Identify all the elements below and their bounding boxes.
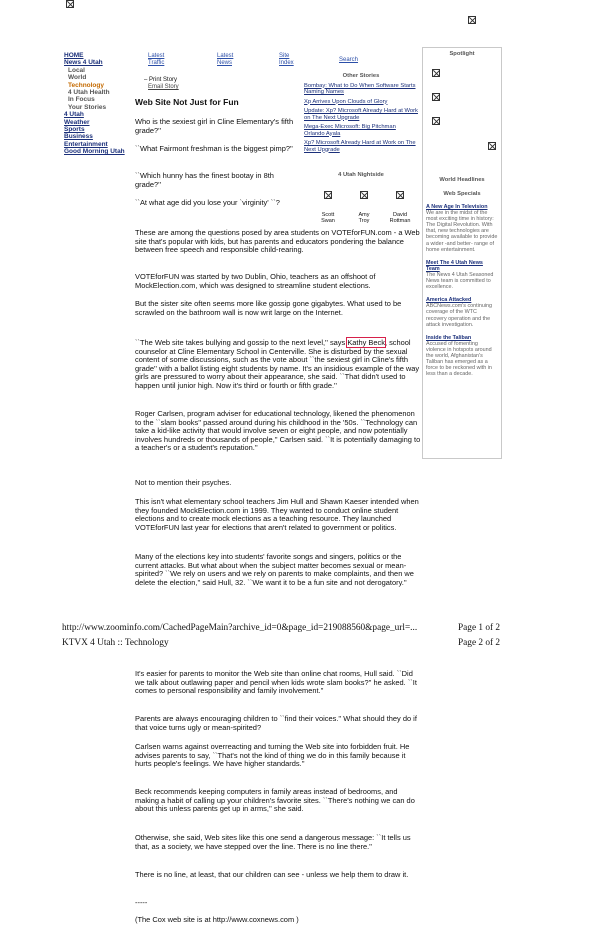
left-nav-item[interactable]: In Focus [68,96,95,104]
article-paragraph: This isn't what elementary school teachers Jim Hull and Shawn Kaeser intended when they founded MockElection.com in 1999. They wanted to conduct online student elections and to create mock elections as a teaching resource. They launched VOTEforFUN last year for elections that aren't related to government or politics. [135,497,419,532]
nightside-person[interactable] [313,191,343,224]
nav-label: Site [279,53,290,59]
article-body [135,498,421,532]
left-nav-item[interactable]: Weather [64,118,90,126]
left-nav-item[interactable]: Technology [68,81,104,89]
text-span: ``The Web site takes bullying and gossip to the next level,'' says [135,338,348,347]
article-paragraph: ----- [135,898,148,907]
article-paragraph: Carlsen warns against overreacting and turning the Web site into forbidden fruit. He advises parents to say, ``That's not the kind of thing we do in this family because it hurts people's feelings. We have higher standards.'' [135,742,410,769]
article-paragraph: These are among the questions posed by area students on VOTEforFUN.com - a Web site that's popular with kids, but has parents and educators pondering the balance between free speech and responsible child-rearing. [135,228,420,255]
broken-image-icon [324,191,332,199]
person-name: David [392,212,408,218]
web-special-desc: ABCNews.com's continuing coverage of the WTC recovery operation and the attack investigation. [426,303,493,328]
article-body [135,300,421,317]
left-nav-item[interactable]: World [68,74,87,82]
broken-image-icon [360,191,368,199]
nav-site-index[interactable] [279,53,294,66]
other-story-link[interactable]: Bombay: What to Do When Software Starts Naming Names [304,82,416,95]
article-body [135,871,421,880]
article-paragraph: Parents are always encouraging children to ``find their voices.'' What should they do if that voice turns ugly or mean-spirited? [135,714,417,732]
other-stories [304,73,418,156]
article-paragraph: Otherwise, she said, Web sites like this one send a dangerous message: ``It tells us that, as a society, we have stepped over the line. There is no line there.'' [135,833,411,851]
broken-image-icon [432,69,440,77]
article-paragraph: ``What Fairmont freshman is the biggest pimp?'' [135,144,293,153]
web-specials-header: Web Specials [443,191,481,197]
dash-icon: – [144,77,150,83]
web-special-item [426,297,498,327]
article-paragraph: But the sister site often seems more like gossip gone gigabytes. What used to be scrawled on the bathroom wall is now writ large on the Internet. [135,299,402,317]
other-story-link[interactable]: Update: Xp? Microsoft Already Hard at Work on The Next Upgrade [304,108,418,121]
article-paragraph: ``Which hunny has the finest bootay in 8th grade?'' [135,171,274,189]
nightside-header: 4 Utah Nightside [338,172,384,178]
nav-latest-traffic[interactable] [148,53,164,66]
nightside-person[interactable] [349,191,379,224]
person-name: Amy [358,212,370,218]
article-paragraph: (The Cox web site is at http://www.coxnews.com ) [135,915,299,924]
web-special-desc: Accused of fomenting violence in hotspots around the world, Afghanistan's Taliban has emerged as a force to be reckoned with in less than a decade. [426,340,492,378]
left-nav-item[interactable]: Sports [64,126,85,134]
broken-image-icon [432,117,440,125]
article-body [135,743,421,769]
web-specials-list [426,204,498,384]
web-special-item [426,204,498,253]
highlighted-name: Kathy Beck [347,338,385,347]
article-body [135,273,421,290]
article-paragraph: Many of the elections key into students' favorite songs and singers, politics or the current attacks. But what about when the subject matter becomes sexual or mean-spirited? ``We rely on users and we rely on parents to make complaints, and then we delete the election,'' said Hull, 32. ``We want it to be a fun site and not derogatory.'' [135,552,414,587]
left-nav [64,52,125,156]
article-body [135,553,421,587]
broken-image-icon [468,16,476,24]
article-paragraph: VOTEforFUN was started by two Dublin, Ohio, teachers as an offshoot of MockElection.com, which was designed to streamline student elections. [135,272,376,290]
article-paragraph: Who is the sexiest girl in Cline Elementary's fifth grade?'' [135,117,294,135]
article-paragraph [135,339,421,391]
left-nav-item[interactable]: 4 Utah [64,111,84,119]
article-body [135,229,421,255]
page-url: http://www.zoominfo.com/CachedPageMain?archive_id=0&page_id=219088560&page_url=... [62,623,418,633]
web-special-link[interactable]: A New Age In Television [426,204,488,210]
other-stories-header: Other Stories [342,73,380,79]
left-nav-item[interactable]: Business [64,133,93,141]
left-nav-item[interactable]: 4 Utah Health [68,89,110,97]
article-body [135,916,421,925]
web-special-link[interactable]: Inside the Taliban [426,334,472,341]
article-paragraph: It's easier for parents to monitor the Web site than online chat rooms, Hull said. ``Did we talk about outlawing paper and pencil when kids wrote slam books?'' he asked. ``It comes to personal responsibility and family involvement.'' [135,669,417,696]
article-paragraph: Not to mention their psyches. [135,478,232,487]
article-body [135,670,421,696]
article-paragraph: There is no line, at least, that our children can see - unless we help them to draw it. [135,870,409,879]
web-special-item [426,335,498,378]
other-story-link[interactable]: Xp? Microsoft Already Hard at Work on The Next Upgrade [304,140,416,153]
article-paragraph: ``At what age did you lose your `virginity' ``? [135,198,280,207]
world-headlines-header: World Headlines [439,177,485,183]
article-body [135,339,421,391]
page-number: Page 2 of 2 [458,638,501,648]
page-number: Page 1 of 2 [458,623,501,633]
article-body [135,834,421,851]
web-special-desc: The News 4 Utah Seasoned News team is committed to excellence. [426,271,494,291]
person-name: Troy [358,218,370,225]
left-nav-item[interactable]: News 4 Utah [64,59,103,67]
article-body [135,410,421,453]
article-paragraph: Beck recommends keeping computers in family areas instead of bedrooms, and making a habit of calling up your children's favorite sites. ``There's nothing we can do about this unless parents get up in arms,'' she said. [135,787,415,814]
article-body [135,479,421,488]
nav-latest-news[interactable] [217,53,233,66]
web-special-item [426,260,498,290]
nav-label: Latest [217,53,234,59]
nav-search[interactable]: Search [339,57,359,63]
nightside-person[interactable] [385,191,415,224]
email-story-link[interactable]: Email Story [148,84,179,90]
nav-label: Latest [148,53,165,59]
web-special-desc: We are in the midst of the most exciting time in history: The Digital Revolution. With that, new technologies are becoming available to provide a wider -and better- range of home entertainment. [426,210,498,253]
article-body [135,715,421,732]
page-title: Web Site Not Just for Fun [135,97,239,107]
article-body [135,788,421,814]
left-nav-item[interactable]: Good Morning Utah [64,148,125,156]
page-header-title: KTVX 4 Utah :: Technology [62,638,169,648]
web-special-link[interactable]: America Attacked [426,297,472,304]
nav-label: News [217,59,233,66]
broken-image-icon [66,0,74,8]
spotlight-header: Spotlight [449,51,475,57]
print-story-link[interactable]: Print Story [149,77,178,83]
broken-image-icon [396,191,404,199]
left-nav-item[interactable]: Entertainment [64,140,108,148]
left-nav-item[interactable]: Local [68,66,85,74]
left-nav-item[interactable]: Your Stories [68,103,107,111]
person-name: Rottman [389,218,411,225]
left-nav-item[interactable]: HOME [64,52,84,59]
nav-label: Traffic [148,59,165,66]
article-paragraph: Roger Carlsen, program adviser for educational technology, likened the phenomenon to the ``slam books'' passed around during his childhood in the '50s. ``Technology can take a kid-like activity that would involve seven or eight people, and now potentially involves hundreds or thousands of people,'' Carlsen said. ``It is potentially damaging to a teacher's or a student's reputation.'' [135,409,421,453]
broken-image-icon [488,142,496,150]
text-span: , school counselor at Cline Elementary School in Centerville. She is disturbed by the sexual content of some discussions, such as the vote about ``the sexiest girl in Cline's fifth grade'' with a ballot listing eight students by name. It's an insidious example of the way girls are pressured to worry about their appearance, she said. ``That didn't used to happen until junior high. Now it's third or fourth or fifth grade.'' [135,338,420,390]
article-body [135,899,421,908]
print-links [144,77,179,91]
other-story-link[interactable]: Xp Arrives Upon Clouds of Glory [304,98,388,105]
web-special-link[interactable]: Meet The 4 Utah News Team [426,259,483,272]
other-story-link[interactable]: Mega-Exec Microsoft: Big Pitchman Orlando Ayala [304,124,396,137]
person-name: Scott [321,212,335,218]
broken-image-icon [432,93,440,101]
nav-label: Index [279,59,294,66]
person-name: Swan [321,218,335,225]
